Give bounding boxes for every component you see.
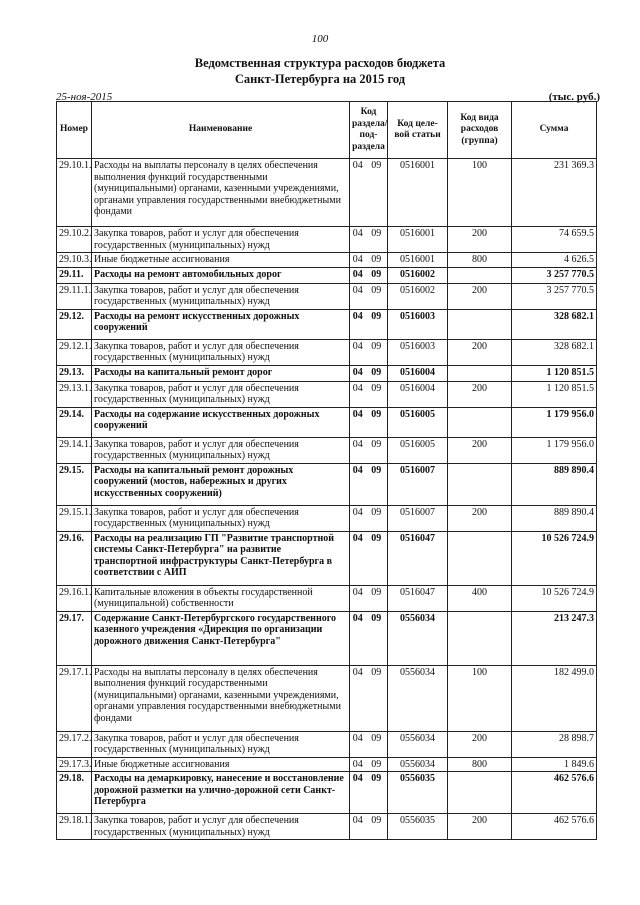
row-article-code: 0516004 xyxy=(388,381,448,407)
row-section-code: 04 xyxy=(350,531,366,585)
row-subsection-code: 09 xyxy=(366,227,388,253)
row-subsection-code: 09 xyxy=(366,267,388,283)
row-number: 29.17.2. xyxy=(57,731,92,757)
row-subsection-code: 09 xyxy=(366,283,388,309)
row-section-code: 04 xyxy=(350,437,366,463)
header-sum: Сумма xyxy=(512,102,597,159)
row-number: 29.18.1. xyxy=(57,814,92,840)
row-number: 29.10.2. xyxy=(57,227,92,253)
row-name: Закупка товаров, работ и услуг для обеспечения государственных (муниципальных) нужд xyxy=(92,339,350,365)
row-section-code: 04 xyxy=(350,757,366,772)
row-sum: 1 120 851.5 xyxy=(512,365,597,381)
row-number: 29.14.1. xyxy=(57,437,92,463)
row-article-code: 0556034 xyxy=(388,611,448,665)
row-section-code: 04 xyxy=(350,665,366,731)
row-kind-code: 200 xyxy=(448,505,512,531)
table-row xyxy=(57,283,597,309)
row-article-code: 0516002 xyxy=(388,283,448,309)
units-label: (тыс. руб.) xyxy=(548,91,600,103)
row-name: Расходы на выплаты персоналу в целях обеспечения выполнения функций государственными (муниципальными) органами, казенными учреждениями, органами управления государственными внебюджетными фондами xyxy=(92,665,350,731)
row-subsection-code: 09 xyxy=(366,437,388,463)
row-section-code: 04 xyxy=(350,227,366,253)
table-row xyxy=(57,407,597,437)
row-article-code: 0516007 xyxy=(388,463,448,505)
row-number: 29.13. xyxy=(57,365,92,381)
row-kind-code xyxy=(448,772,512,814)
table-row xyxy=(57,267,597,283)
row-kind-code: 200 xyxy=(448,437,512,463)
row-section-code: 04 xyxy=(350,283,366,309)
row-name: Расходы на ремонт автомобильных дорог xyxy=(92,267,350,283)
row-subsection-code: 09 xyxy=(366,531,388,585)
table-row xyxy=(57,309,597,339)
row-section-code: 04 xyxy=(350,253,366,268)
row-kind-code xyxy=(448,407,512,437)
table-row xyxy=(57,463,597,505)
row-number: 29.10.3. xyxy=(57,253,92,268)
row-number: 29.18. xyxy=(57,772,92,814)
row-kind-code: 200 xyxy=(448,283,512,309)
row-number: 29.17.1. xyxy=(57,665,92,731)
row-number: 29.16.1. xyxy=(57,585,92,611)
row-subsection-code: 09 xyxy=(366,505,388,531)
row-sum: 462 576.6 xyxy=(512,772,597,814)
row-article-code: 0516047 xyxy=(388,585,448,611)
row-section-code: 04 xyxy=(350,814,366,840)
row-subsection-code: 09 xyxy=(366,253,388,268)
row-name: Иные бюджетные ассигнования xyxy=(92,757,350,772)
row-number: 29.15. xyxy=(57,463,92,505)
row-article-code: 0516001 xyxy=(388,227,448,253)
row-section-code: 04 xyxy=(350,159,366,227)
row-kind-code xyxy=(448,463,512,505)
row-kind-code xyxy=(448,309,512,339)
row-sum: 3 257 770.5 xyxy=(512,283,597,309)
row-sum: 213 247.3 xyxy=(512,611,597,665)
row-section-code: 04 xyxy=(350,611,366,665)
row-sum: 889 890.4 xyxy=(512,505,597,531)
row-section-code: 04 xyxy=(350,267,366,283)
row-subsection-code: 09 xyxy=(366,365,388,381)
row-subsection-code: 09 xyxy=(366,731,388,757)
table-row xyxy=(57,814,597,840)
row-section-code: 04 xyxy=(350,365,366,381)
row-sum: 328 682.1 xyxy=(512,309,597,339)
row-kind-code xyxy=(448,365,512,381)
row-article-code: 0556035 xyxy=(388,772,448,814)
table-row xyxy=(57,585,597,611)
row-sum: 328 682.1 xyxy=(512,339,597,365)
row-kind-code: 100 xyxy=(448,665,512,731)
row-name: Закупка товаров, работ и услуг для обеспечения государственных (муниципальных) нужд xyxy=(92,814,350,840)
row-section-code: 04 xyxy=(350,731,366,757)
row-article-code: 0516002 xyxy=(388,267,448,283)
row-section-code: 04 xyxy=(350,309,366,339)
row-sum: 4 626.5 xyxy=(512,253,597,268)
row-sum: 1 179 956.0 xyxy=(512,407,597,437)
table-row xyxy=(57,731,597,757)
row-sum: 3 257 770.5 xyxy=(512,267,597,283)
row-subsection-code: 09 xyxy=(366,585,388,611)
table-row xyxy=(57,437,597,463)
row-name: Закупка товаров, работ и услуг для обеспечения государственных (муниципальных) нужд xyxy=(92,283,350,309)
row-number: 29.13.1. xyxy=(57,381,92,407)
row-kind-code: 800 xyxy=(448,253,512,268)
row-name: Расходы на выплаты персоналу в целях обеспечения выполнения функций государственными (муниципальными) органами, казенными учреждениями, органами управления государственными внебюджетными фондами xyxy=(92,159,350,227)
row-subsection-code: 09 xyxy=(366,463,388,505)
row-sum: 1 120 851.5 xyxy=(512,381,597,407)
row-article-code: 0556034 xyxy=(388,757,448,772)
row-subsection-code: 09 xyxy=(366,757,388,772)
document-title xyxy=(0,55,640,87)
row-number: 29.11. xyxy=(57,267,92,283)
row-sum: 74 659.5 xyxy=(512,227,597,253)
row-number: 29.14. xyxy=(57,407,92,437)
row-kind-code: 200 xyxy=(448,731,512,757)
table-row xyxy=(57,381,597,407)
row-number: 29.10.1. xyxy=(57,159,92,227)
row-number: 29.15.1. xyxy=(57,505,92,531)
row-article-code: 0516001 xyxy=(388,159,448,227)
row-name: Расходы на ремонт искусственных дорожных сооружений xyxy=(92,309,350,339)
row-article-code: 0516007 xyxy=(388,505,448,531)
row-sum: 231 369.3 xyxy=(512,159,597,227)
row-section-code: 04 xyxy=(350,463,366,505)
budget-table xyxy=(56,101,597,840)
row-article-code: 0516001 xyxy=(388,253,448,268)
header-name: Наименование xyxy=(92,102,350,159)
row-kind-code: 100 xyxy=(448,159,512,227)
row-sum: 10 526 724.9 xyxy=(512,531,597,585)
row-sum: 462 576.6 xyxy=(512,814,597,840)
table-row xyxy=(57,159,597,227)
header-number: Номер xyxy=(57,102,92,159)
row-subsection-code: 09 xyxy=(366,814,388,840)
row-number: 29.12.1. xyxy=(57,339,92,365)
document-date: 25-ноя-2015 xyxy=(56,91,113,103)
table-row xyxy=(57,757,597,772)
page-number: 100 xyxy=(311,33,329,45)
title-line-2: Санкт-Петербурга на 2015 год xyxy=(234,72,406,86)
row-name: Закупка товаров, работ и услуг для обеспечения государственных (муниципальных) нужд xyxy=(92,505,350,531)
table-row xyxy=(57,772,597,814)
row-section-code: 04 xyxy=(350,339,366,365)
row-subsection-code: 09 xyxy=(366,772,388,814)
row-subsection-code: 09 xyxy=(366,309,388,339)
row-kind-code: 200 xyxy=(448,339,512,365)
table-row xyxy=(57,611,597,665)
row-section-code: 04 xyxy=(350,407,366,437)
row-name: Закупка товаров, работ и услуг для обеспечения государственных (муниципальных) нужд xyxy=(92,437,350,463)
row-section-code: 04 xyxy=(350,585,366,611)
table-row xyxy=(57,665,597,731)
table-row xyxy=(57,531,597,585)
row-section-code: 04 xyxy=(350,381,366,407)
row-article-code: 0556035 xyxy=(388,814,448,840)
row-number: 29.17.3. xyxy=(57,757,92,772)
row-sum: 28 898.7 xyxy=(512,731,597,757)
row-name: Расходы на демаркировку, нанесение и восстановление дорожной разметки на улично-дорожной сети Санкт-Петербурга xyxy=(92,772,350,814)
row-subsection-code: 09 xyxy=(366,339,388,365)
row-sum: 182 499.0 xyxy=(512,665,597,731)
row-article-code: 0516047 xyxy=(388,531,448,585)
row-name: Расходы на реализацию ГП "Развитие транспортной системы Санкт-Петербурга" на развитие транспортной инфраструктуры Санкт-Петербурга в соответствии с АИП xyxy=(92,531,350,585)
row-name: Закупка товаров, работ и услуг для обеспечения государственных (муниципальных) нужд xyxy=(92,381,350,407)
row-number: 29.12. xyxy=(57,309,92,339)
table-row xyxy=(57,505,597,531)
row-kind-code: 200 xyxy=(448,381,512,407)
row-kind-code xyxy=(448,267,512,283)
table-row xyxy=(57,339,597,365)
row-article-code: 0516004 xyxy=(388,365,448,381)
table-body xyxy=(57,159,597,840)
row-kind-code: 800 xyxy=(448,757,512,772)
row-article-code: 0556034 xyxy=(388,731,448,757)
table-row xyxy=(57,365,597,381)
row-number: 29.17. xyxy=(57,611,92,665)
row-name: Расходы на капитальный ремонт дорожных сооружений (мостов, набережных и других искусственных сооружений) xyxy=(92,463,350,505)
row-number: 29.11.1. xyxy=(57,283,92,309)
row-article-code: 0516005 xyxy=(388,407,448,437)
table-row xyxy=(57,227,597,253)
row-kind-code xyxy=(448,531,512,585)
row-name: Закупка товаров, работ и услуг для обеспечения государственных (муниципальных) нужд xyxy=(92,227,350,253)
row-sum: 889 890.4 xyxy=(512,463,597,505)
row-kind-code: 200 xyxy=(448,227,512,253)
row-name: Расходы на содержание искусственных дорожных сооружений xyxy=(92,407,350,437)
row-name: Закупка товаров, работ и услуг для обеспечения государственных (муниципальных) нужд xyxy=(92,731,350,757)
header-article: Код целе-вой статьи xyxy=(388,102,448,159)
row-article-code: 0516005 xyxy=(388,437,448,463)
row-sum: 1 179 956.0 xyxy=(512,437,597,463)
header-section: Код раздела/ под-раздела xyxy=(350,102,388,159)
title-line-1: Ведомственная структура расходов бюджета xyxy=(194,56,446,70)
row-article-code: 0516003 xyxy=(388,309,448,339)
row-subsection-code: 09 xyxy=(366,159,388,227)
table-row xyxy=(57,253,597,268)
row-kind-code xyxy=(448,611,512,665)
row-kind-code: 200 xyxy=(448,814,512,840)
row-name: Капитальные вложения в объекты государственной (муниципальной) собственности xyxy=(92,585,350,611)
row-name: Содержание Санкт-Петербургского государственного казенного учреждения «Дирекция по организации дорожного движения Санкт-Петербурга" xyxy=(92,611,350,665)
header-kind: Код вида расходов (группа) xyxy=(448,102,512,159)
row-kind-code: 400 xyxy=(448,585,512,611)
row-sum: 1 849.6 xyxy=(512,757,597,772)
row-name: Расходы на капитальный ремонт дорог xyxy=(92,365,350,381)
row-subsection-code: 09 xyxy=(366,381,388,407)
row-subsection-code: 09 xyxy=(366,407,388,437)
row-name: Иные бюджетные ассигнования xyxy=(92,253,350,268)
row-section-code: 04 xyxy=(350,772,366,814)
row-article-code: 0516003 xyxy=(388,339,448,365)
row-sum: 10 526 724.9 xyxy=(512,585,597,611)
row-section-code: 04 xyxy=(350,505,366,531)
row-subsection-code: 09 xyxy=(366,665,388,731)
row-subsection-code: 09 xyxy=(366,611,388,665)
row-number: 29.16. xyxy=(57,531,92,585)
row-article-code: 0556034 xyxy=(388,665,448,731)
